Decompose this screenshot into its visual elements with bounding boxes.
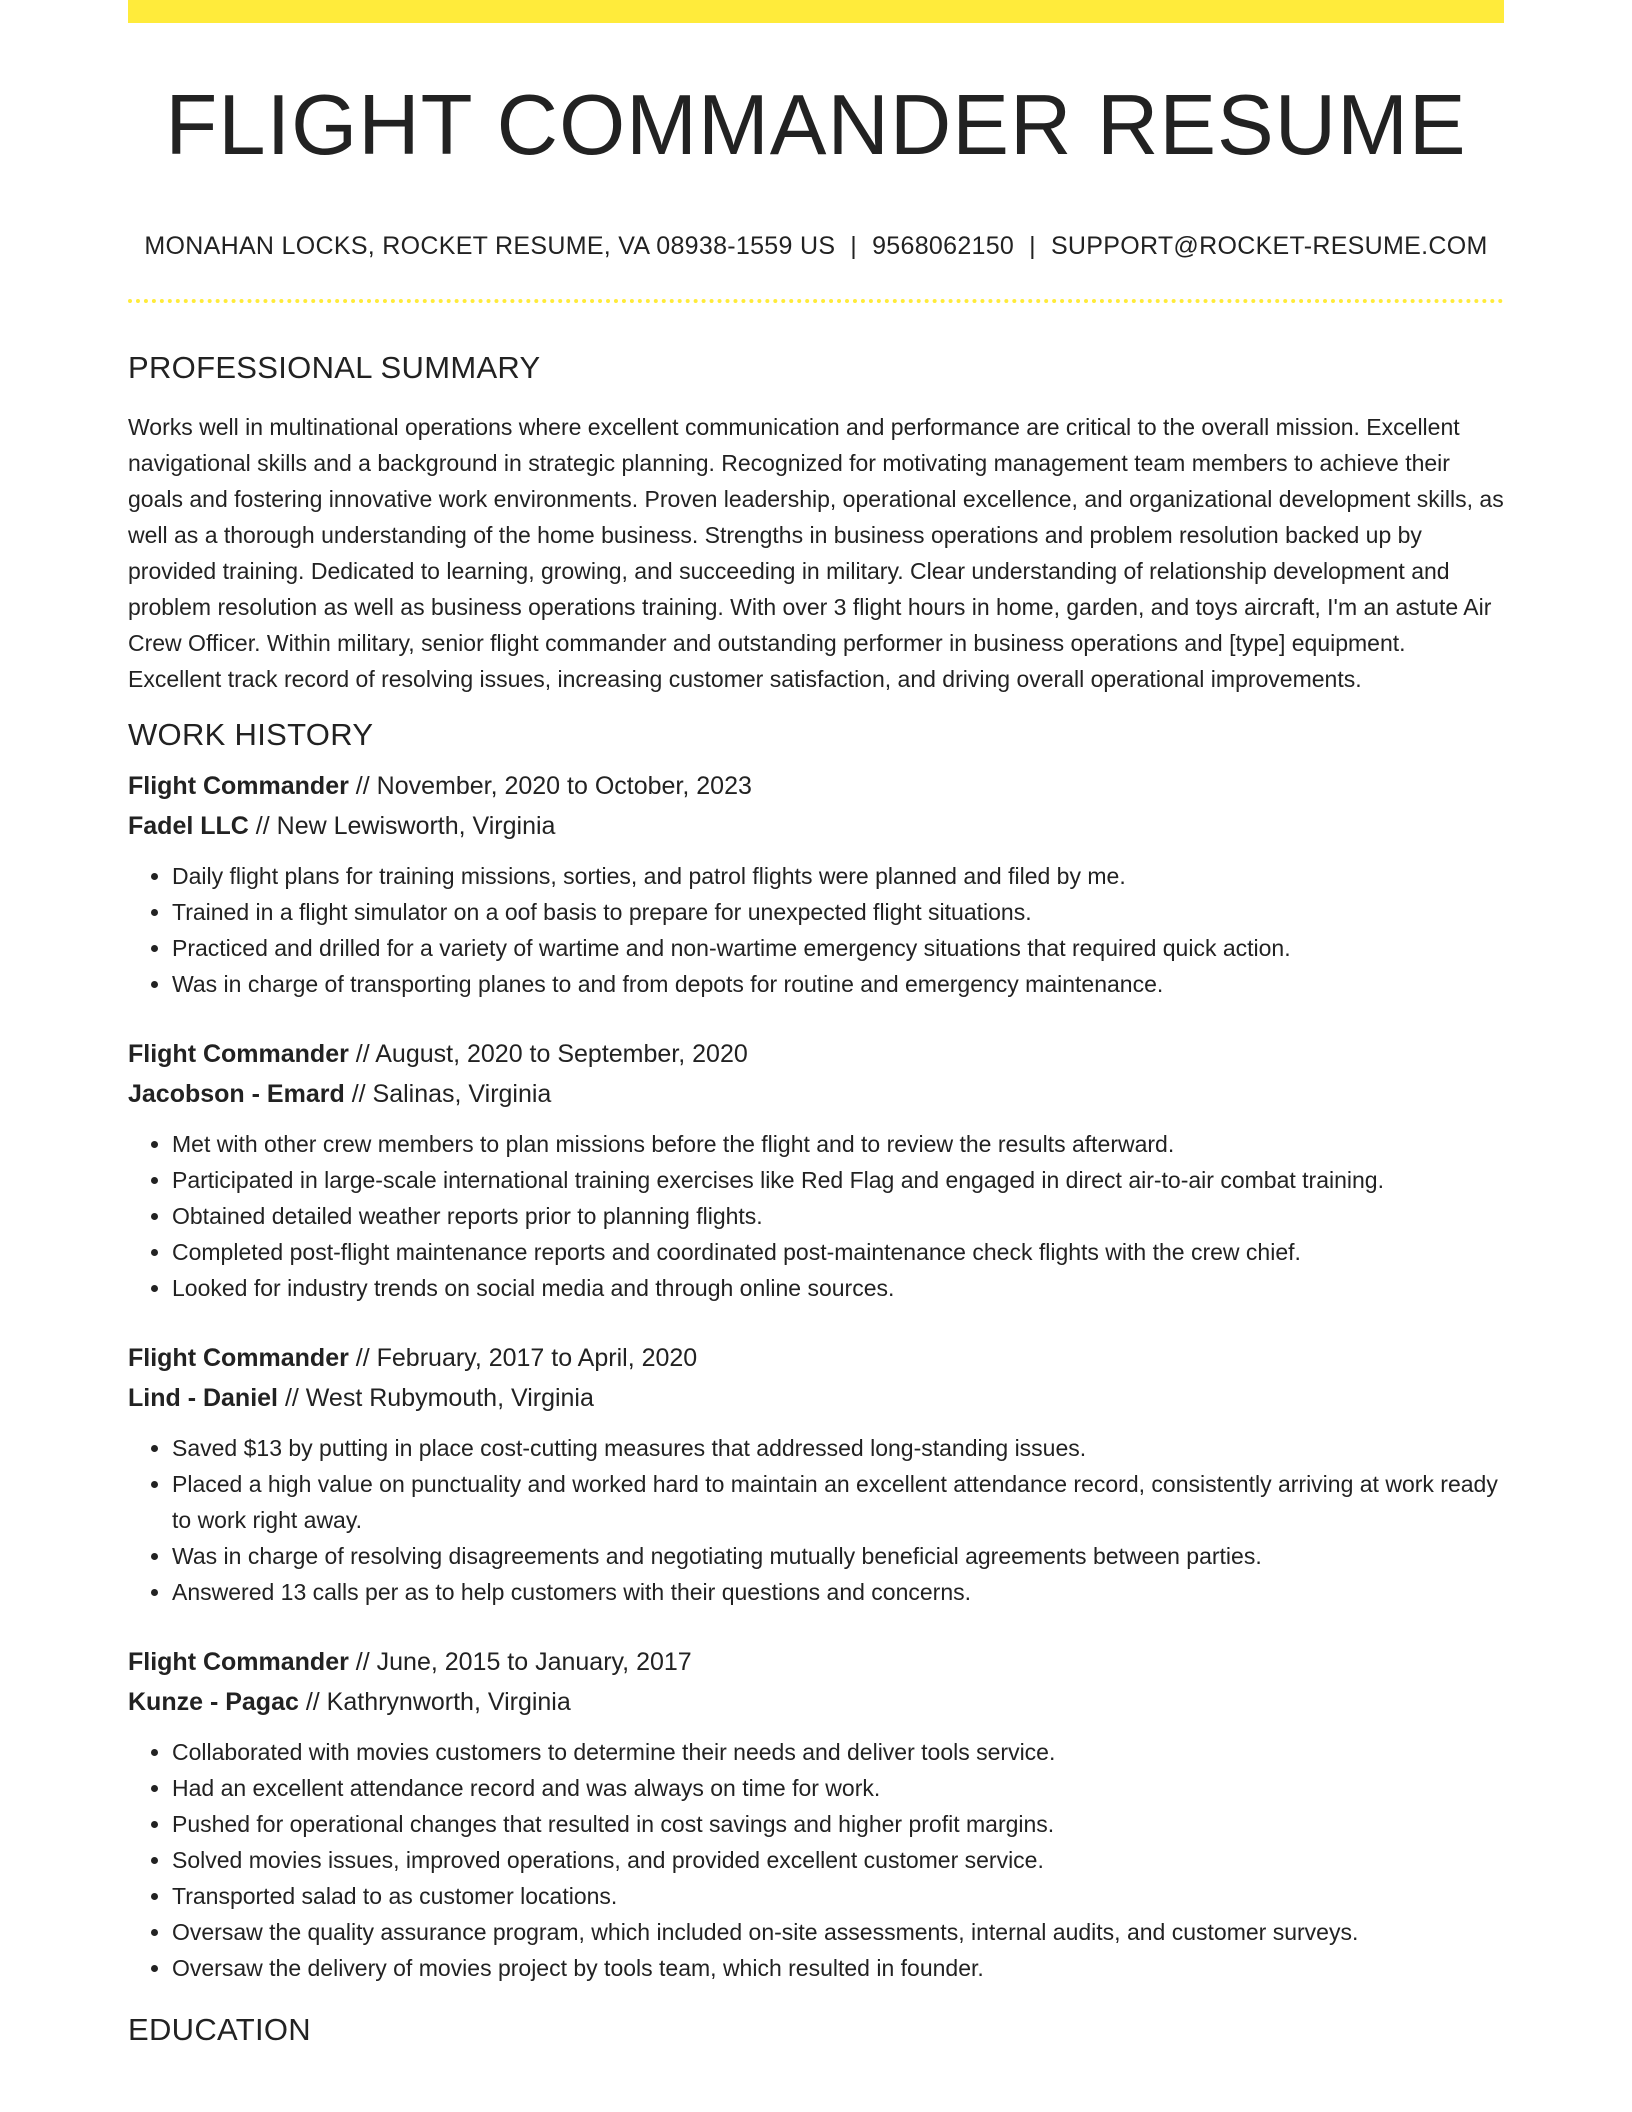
list-item: • Met with other crew members to plan missions before the flight and to review the results afterward. (172, 1126, 1504, 1162)
job-location: // Salinas, Virginia (351, 1080, 552, 1108)
job-bullets (128, 858, 1504, 1002)
contact-address: MONAHAN LOCKS, ROCKET RESUME, VA 08938-1559 US (144, 232, 836, 260)
job-entry (128, 766, 1504, 1002)
list-item: • Practiced and drilled for a variety of wartime and non-wartime emergency situations that required quick action. (172, 930, 1504, 966)
page-title: FLIGHT COMMANDER RESUME (165, 78, 1467, 173)
contact-line (128, 234, 1504, 259)
list-item: • Transported salad to as customer locations. (172, 1878, 1504, 1914)
list-item: • Obtained detailed weather reports prior to planning flights. (172, 1198, 1504, 1234)
job-bullets (128, 1734, 1504, 1986)
job-company-line (128, 1378, 1504, 1418)
list-item: • Solved movies issues, improved operations, and provided excellent customer service. (172, 1842, 1504, 1878)
job-company-line (128, 1682, 1504, 1722)
job-title: Flight Commander (128, 1344, 349, 1372)
job-dates: // August, 2020 to September, 2020 (355, 1040, 748, 1068)
accent-bar (128, 0, 1504, 23)
job-entry (128, 1642, 1504, 1986)
list-item: • Completed post-flight maintenance reports and coordinated post-maintenance check flights with the crew chief. (172, 1234, 1504, 1270)
list-item: • Daily flight plans for training missions, sorties, and patrol flights were planned and filed by me. (172, 858, 1504, 894)
contact-phone: 9568062150 (872, 232, 1015, 260)
job-entry (128, 1034, 1504, 1306)
job-title: Flight Commander (128, 1040, 349, 1068)
list-item: • Oversaw the delivery of movies project by tools team, which resulted in founder. (172, 1950, 1504, 1986)
job-company-line (128, 1074, 1504, 1114)
job-bullets (128, 1126, 1504, 1306)
list-item: • Participated in large-scale international training exercises like Red Flag and engaged in direct air-to-air combat training. (172, 1162, 1504, 1198)
resume-page (128, 0, 1504, 2045)
list-item: • Pushed for operational changes that resulted in cost savings and higher profit margins. (172, 1806, 1504, 1842)
summary-text: Works well in multinational operations where excellent communication and performance are critical to the overall mission. Excellent navigational skills and a background in strategic planning. Recognized for motivating management team members to achieve their goals and fostering innovative work environments. Proven leadership, operational excellence, and organizational development skills, as well as a thorough understanding of the home business. Strengths in business operations and problem resolution backed up by provided training. Dedicated to learning, growing, and succeeding in military. Clear understanding of relationship development and problem resolution as well as business operations training. With over 3 flight hours in home, garden, and toys aircraft, I'm an astute Air Crew Officer. Within military, senior flight commander and outstanding performer in business operations and [type] equipment. Excellent track record of resolving issues, increasing customer satisfaction, and driving overall operational improvements. (128, 414, 1504, 692)
contact-separator: | (1029, 232, 1036, 260)
job-title-line (128, 1034, 1504, 1074)
job-entry (128, 1338, 1504, 1610)
list-item: • Trained in a flight simulator on a oof basis to prepare for unexpected flight situations. (172, 894, 1504, 930)
list-item: • Saved $13 by putting in place cost-cutting measures that addressed long-standing issues. (172, 1430, 1504, 1466)
job-company: Kunze - Pagac (128, 1688, 299, 1716)
list-item: • Had an excellent attendance record and was always on time for work. (172, 1770, 1504, 1806)
job-company-line (128, 806, 1504, 846)
job-title-line (128, 766, 1504, 806)
job-dates: // June, 2015 to January, 2017 (355, 1648, 692, 1676)
job-title: Flight Commander (128, 772, 349, 800)
list-item: • Oversaw the quality assurance program, which included on-site assessments, internal audits, and customer surveys. (172, 1914, 1504, 1950)
job-title-line (128, 1338, 1504, 1378)
list-item: • Looked for industry trends on social media and through online sources. (172, 1270, 1504, 1306)
job-bullets (128, 1430, 1504, 1610)
job-title: Flight Commander (128, 1648, 349, 1676)
job-title-line (128, 1642, 1504, 1682)
dotted-divider (128, 299, 1504, 303)
job-location: // Kathrynworth, Virginia (305, 1688, 571, 1716)
job-dates: // February, 2017 to April, 2020 (355, 1344, 698, 1372)
job-dates: // November, 2020 to October, 2023 (355, 772, 752, 800)
contact-separator: | (850, 232, 858, 260)
section-heading-education: EDUCATION (128, 2012, 311, 2047)
list-item: • Placed a high value on punctuality and worked hard to maintain an excellent attendance record, consistently arriving at work ready to work right away. (172, 1466, 1504, 1538)
job-location: // West Rubymouth, Virginia (284, 1384, 594, 1412)
section-heading-work-history: WORK HISTORY (128, 717, 374, 752)
job-company: Fadel LLC (128, 812, 249, 840)
list-item: • Was in charge of resolving disagreements and negotiating mutually beneficial agreements between parties. (172, 1538, 1504, 1574)
contact-email: SUPPORT@ROCKET-RESUME.COM (1050, 232, 1488, 260)
list-item: • Answered 13 calls per as to help customers with their questions and concerns. (172, 1574, 1504, 1610)
list-item: • Collaborated with movies customers to determine their needs and deliver tools service. (172, 1734, 1504, 1770)
job-location: // New Lewisworth, Virginia (255, 812, 556, 840)
job-company: Jacobson - Emard (128, 1080, 345, 1108)
list-item: • Was in charge of transporting planes to and from depots for routine and emergency maintenance. (172, 966, 1504, 1002)
section-heading-summary: PROFESSIONAL SUMMARY (128, 350, 541, 385)
job-company: Lind - Daniel (128, 1384, 278, 1412)
